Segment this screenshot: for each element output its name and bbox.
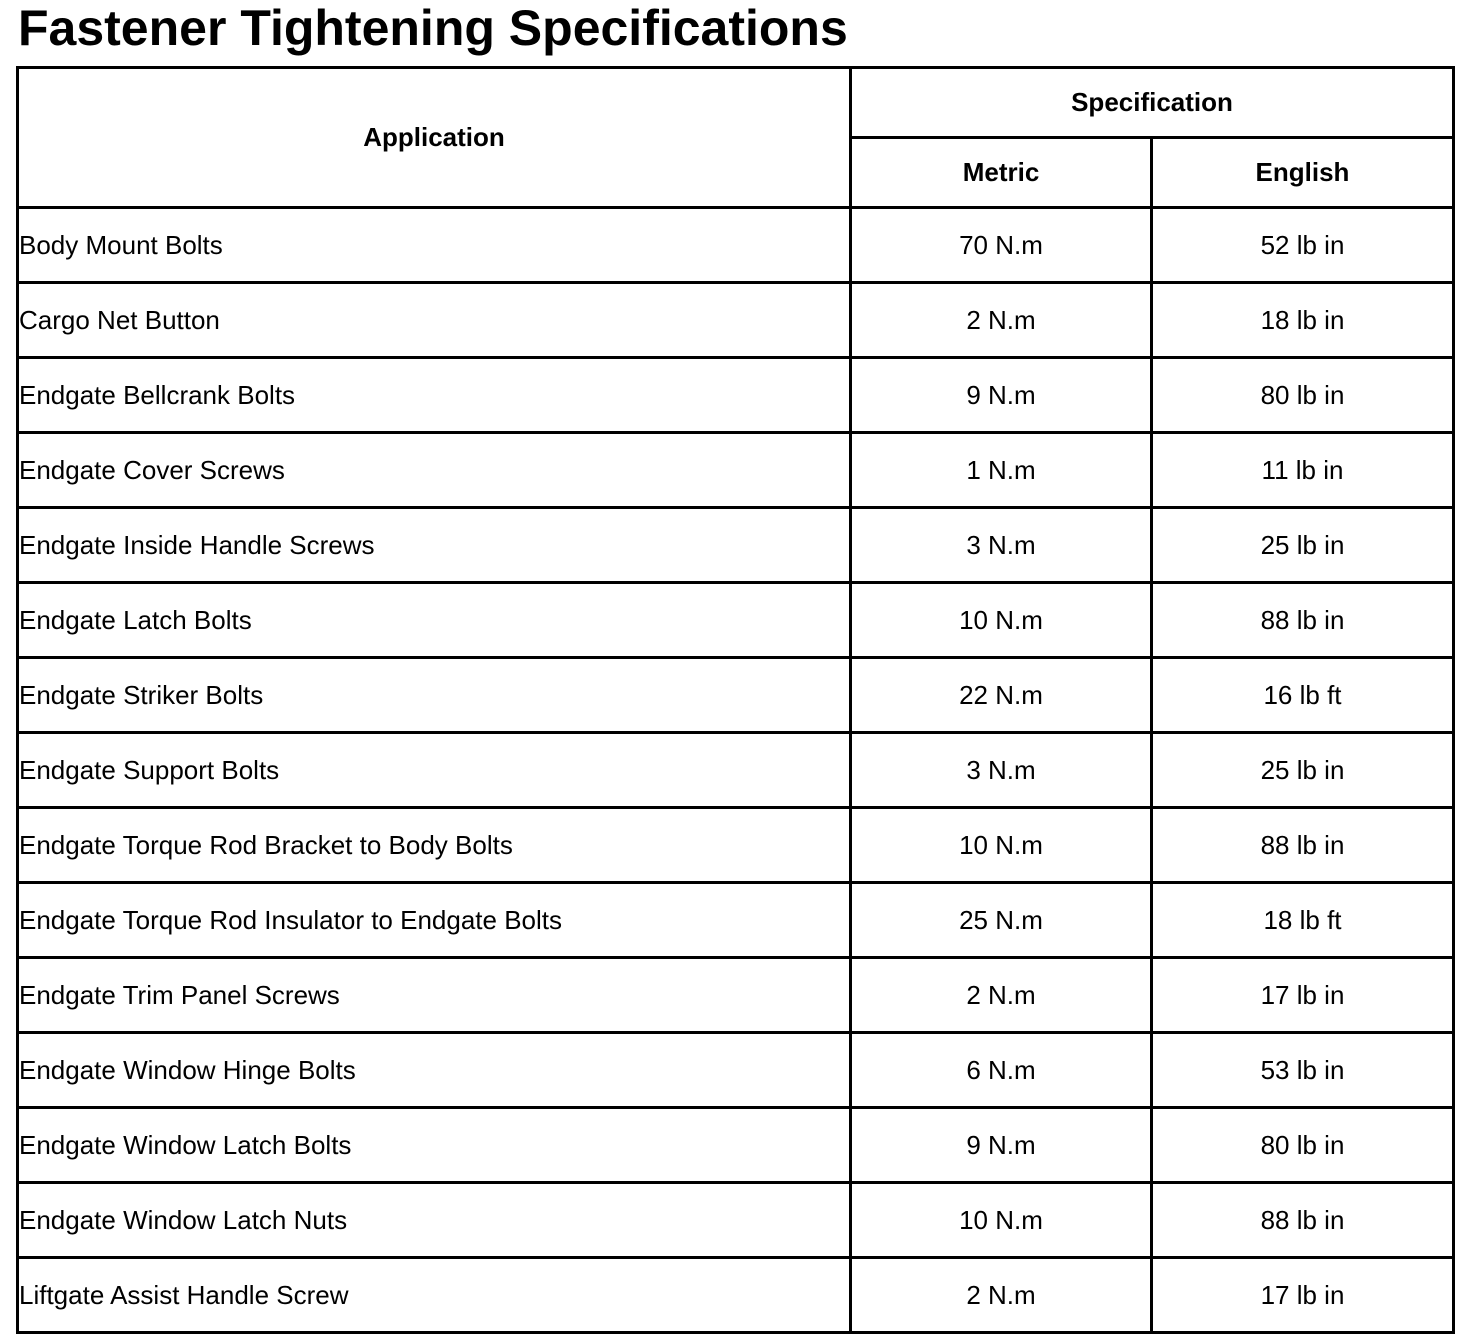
english-cell: 88 lb in [1152, 808, 1454, 883]
english-cell: 25 lb in [1152, 733, 1454, 808]
english-cell: 25 lb in [1152, 508, 1454, 583]
english-cell: 17 lb in [1152, 1258, 1454, 1333]
table-row [18, 508, 1454, 583]
english-cell: 52 lb in [1152, 208, 1454, 283]
metric-cell: 2 N.m [851, 283, 1152, 358]
table-row [18, 283, 1454, 358]
english-cell: 18 lb ft [1152, 883, 1454, 958]
table-row [18, 733, 1454, 808]
specification-header: Specification [851, 68, 1454, 138]
table-row [18, 208, 1454, 283]
metric-cell: 2 N.m [851, 1258, 1152, 1333]
application-cell: Endgate Striker Bolts [18, 658, 851, 733]
metric-cell: 9 N.m [851, 1108, 1152, 1183]
table-row [18, 1108, 1454, 1183]
english-cell: 80 lb in [1152, 358, 1454, 433]
table-row [18, 1258, 1454, 1333]
application-cell: Endgate Torque Rod Insulator to Endgate Bolts [18, 883, 851, 958]
table-row [18, 658, 1454, 733]
application-cell: Body Mount Bolts [18, 208, 851, 283]
application-cell: Endgate Trim Panel Screws [18, 958, 851, 1033]
english-cell: 17 lb in [1152, 958, 1454, 1033]
application-cell: Endgate Torque Rod Bracket to Body Bolts [18, 808, 851, 883]
metric-cell: 10 N.m [851, 583, 1152, 658]
application-cell: Liftgate Assist Handle Screw [18, 1258, 851, 1333]
application-cell: Cargo Net Button [18, 283, 851, 358]
torque-spec-table [16, 66, 1455, 1334]
application-cell: Endgate Cover Screws [18, 433, 851, 508]
metric-cell: 3 N.m [851, 733, 1152, 808]
english-cell: 18 lb in [1152, 283, 1454, 358]
metric-cell: 6 N.m [851, 1033, 1152, 1108]
application-header: Application [18, 68, 851, 208]
metric-cell: 10 N.m [851, 1183, 1152, 1258]
table-row [18, 583, 1454, 658]
english-cell: 16 lb ft [1152, 658, 1454, 733]
metric-cell: 3 N.m [851, 508, 1152, 583]
application-cell: Endgate Latch Bolts [18, 583, 851, 658]
table-row [18, 358, 1454, 433]
application-cell: Endgate Support Bolts [18, 733, 851, 808]
table-row [18, 433, 1454, 508]
metric-cell: 70 N.m [851, 208, 1152, 283]
metric-cell: 10 N.m [851, 808, 1152, 883]
application-cell: Endgate Bellcrank Bolts [18, 358, 851, 433]
table-row [18, 958, 1454, 1033]
table-row [18, 808, 1454, 883]
metric-cell: 2 N.m [851, 958, 1152, 1033]
english-cell: 53 lb in [1152, 1033, 1454, 1108]
application-cell: Endgate Inside Handle Screws [18, 508, 851, 583]
application-cell: Endgate Window Latch Nuts [18, 1183, 851, 1258]
table-row [18, 1033, 1454, 1108]
application-cell: Endgate Window Hinge Bolts [18, 1033, 851, 1108]
table-header-row [18, 68, 1454, 138]
metric-header: Metric [851, 138, 1152, 208]
application-cell: Endgate Window Latch Bolts [18, 1108, 851, 1183]
metric-cell: 22 N.m [851, 658, 1152, 733]
metric-cell: 9 N.m [851, 358, 1152, 433]
metric-cell: 1 N.m [851, 433, 1152, 508]
english-cell: 88 lb in [1152, 1183, 1454, 1258]
english-cell: 80 lb in [1152, 1108, 1454, 1183]
table-row [18, 883, 1454, 958]
english-cell: 11 lb in [1152, 433, 1454, 508]
page-title: Fastener Tightening Specifications [18, 0, 848, 56]
english-cell: 88 lb in [1152, 583, 1454, 658]
table-row [18, 1183, 1454, 1258]
english-header: English [1152, 138, 1454, 208]
metric-cell: 25 N.m [851, 883, 1152, 958]
